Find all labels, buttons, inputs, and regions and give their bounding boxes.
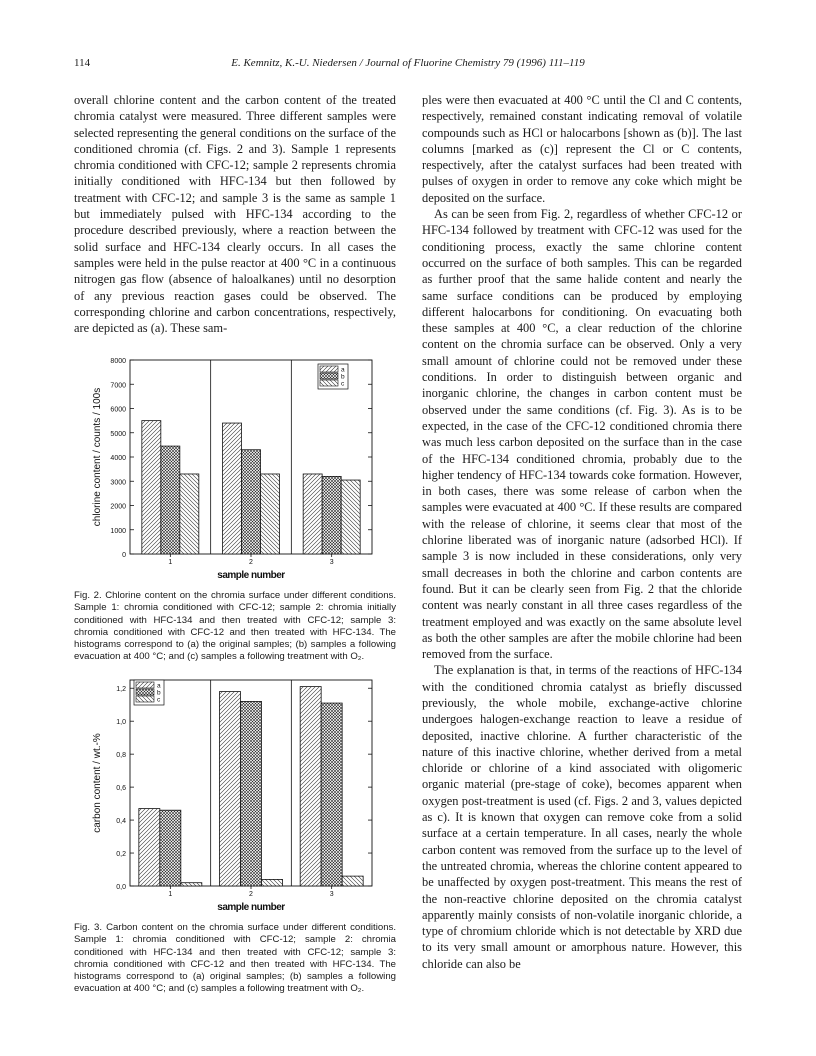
x-axis-title: sample number — [217, 570, 285, 581]
y-axis-title: chlorine content / counts / 100s — [92, 387, 103, 527]
x-tick-label: 1 — [168, 891, 173, 898]
figure-2-caption: Fig. 2. Chlorine content on the chromia surface under different conditions. Sample 1: chromia conditioned with CFC-12; sample 2: chromia initially conditioned with HFC-134 and then treated with CFC-12; sample 3: chromia conditioned with CFC-12 and then treated with HFC-134. The histograms correspond to (a) the original samples; (b) samples a following evacuation at 400 °C; and (c) samples a following treatment with O₂. — [74, 590, 396, 663]
y-tick-label: 0,4 — [116, 818, 126, 826]
right-paragraph-3: The explanation is that, in terms of the reactions of HFC-134 with the conditioned chromia catalyst as briefly discussed previously, the whole mobile, exchange-active chlorine undergoes halogen-exchange reaction to leave a residue of deposited, inactive chlorine. A further characteristic of the nature of this inactive chlorine, whether derived from a metal chloride or chlorine of a kind associated with oligomeric organic material (pre-stage of coke), becomes apparent when oxygen post-treatment is used (cf. Figs. 2 and 3, values depicted as c). It is known that oxygen can remove coke from a solid surface at a certain temperature. In all cases, nearly the whole carbon content was removed from the surface up to the level of the untreated chromia, whereas the chlorine content appeared to be unaffected by oxygen post-treatment. This means the rest of the non-reactive chlorine deposited on the chromia catalyst apparently mainly consists of non-volatile inorganic chloride, a type of chromium chloride which is not detectable by XRD due to its very small amount or amorphous nature. However, this chloride can also be — [422, 663, 742, 971]
legend-label-b: b — [157, 689, 161, 697]
bar-b-sample-2 — [242, 450, 261, 554]
right-column-text — [422, 92, 742, 972]
x-axis-title: sample number — [217, 902, 285, 913]
figure-3-caption: Fig. 3. Carbon content on the chromia surface under different conditions. Sample 1: chromia conditioned with CFC-12; sample 2: chromia conditioned with HFC-134 and then treated with CFC-12; sample 3: chromia conditioned with CFC-12 and then treated with HFC-134. The histograms correspond to (a) original samples; (b) samples a following evacuation at 400 °C; and (c) samples a following treatment with O₂. — [74, 922, 396, 995]
y-tick-label: 5000 — [110, 430, 126, 438]
y-axis-title: carbon content / wt.-% — [92, 733, 103, 833]
bar-b-sample-3 — [322, 476, 341, 554]
y-tick-label: 4000 — [110, 455, 126, 462]
bar-a-sample-2 — [220, 692, 241, 886]
bar-b-sample-1 — [160, 810, 181, 886]
y-tick-label: 3000 — [110, 479, 126, 487]
bar-b-sample-2 — [241, 701, 262, 886]
y-tick-label: 1,2 — [116, 686, 126, 694]
right-paragraph-2: As can be seen from Fig. 2, regardless of whether CFC-12 or HFC-134 followed by treatment with CFC-12 was used for the conditioning process, exactly the same chlorine content occurred on the surface of both samples. This can be regarded as further proof that the same halide content and nearly the same surface conditions can be produced by employing different halocarbons for conditioning. On evacuating both these samples at 400 °C, a clear reduction of the chlorine content on the chromia surface can be observed. Only a very small amount of chlorine could not be removed under these conditions. In order to distinguish between organic and inorganic chlorine, the changes in carbon content must be observed under the same conditions (cf. Fig. 3). As is to be expected, in the case of the CFC-12 conditioned chromia there was much less carbon deposited on the surface than in the case of the HFC-134 conditioned chromia, probably due to the higher tendency of HFC-134 towards coke formation. However, in both cases, there was some release of carbon when the samples were evacuated at 400 °C. If these results are compared with the release of chlorine, it seems clear that most of the chlorine liberated was of inorganic nature (adsorbed HCl). If sample 3 is now included in these considerations, only very small decreases in both the chlorine and carbon contents are found. But it can be clearly seen from Fig. 2 that the chloride content was nearly constant in all three cases regardless of the treatment employed and was exactly on the same absolute level as both the other samples are after the mobile chlorine had been removed from the surface. — [422, 207, 742, 662]
legend-label-c: c — [157, 696, 161, 704]
y-tick-label: 0,6 — [116, 785, 126, 793]
bar-c-sample-3 — [342, 876, 363, 886]
x-tick-label: 3 — [329, 891, 334, 898]
chart-legend — [134, 680, 164, 705]
left-column-text — [74, 92, 396, 336]
bar-c-sample-2 — [261, 474, 280, 554]
bar-c-sample-3 — [341, 480, 360, 554]
page-number: 114 — [74, 57, 91, 69]
bar-a-sample-1 — [139, 809, 160, 886]
legend-swatch-b — [320, 373, 338, 379]
y-tick-label: 7000 — [110, 382, 126, 390]
y-tick-label: 8000 — [110, 358, 126, 365]
legend-label-a: a — [157, 682, 161, 690]
legend-swatch-a — [320, 366, 338, 372]
bar-a-sample-2 — [223, 423, 242, 554]
bar-b-sample-1 — [161, 446, 180, 554]
bar-c-sample-1 — [180, 474, 199, 554]
right-paragraph-1: ples were then evacuated at 400 °C until the Cl and C contents, respectively, remained constant indicating removal of volatile compounds such as HCl or halocarbons [shown as (b)]. The last columns [marked as (c)] represent the Cl or C contents, respectively, after the catalyst surfaces had been treated with pulses of oxygen in order to remove any coke which might be deposited on the surface. — [422, 93, 742, 205]
y-tick-label: 1,0 — [116, 719, 126, 727]
x-tick-label: 2 — [249, 559, 253, 566]
x-tick-label: 3 — [329, 559, 334, 566]
x-tick-label: 1 — [168, 559, 173, 566]
legend-label-a: a — [341, 366, 345, 374]
legend-swatch-c — [320, 380, 338, 386]
legend-swatch-b — [136, 689, 154, 695]
bar-a-sample-3 — [300, 687, 321, 886]
legend-label-b: b — [341, 373, 345, 381]
y-tick-label: 0,2 — [116, 851, 126, 859]
legend-swatch-c — [136, 696, 154, 702]
y-tick-label: 0,0 — [116, 884, 126, 891]
bar-a-sample-3 — [303, 474, 322, 554]
y-tick-label: 6000 — [110, 406, 126, 414]
left-paragraph-1: overall chlorine content and the carbon content of the treated chromia catalyst were measured. Three different samples were selected representing the general conditions on the surface of the conditioned chromia (cf. Figs. 2 and 3). Sample 1 represents chromia conditioned with CFC-12; sample 2 represents chromia initially conditioned with HFC-134 but then followed by treatment with CFC-12; and sample 3 is the same as sample 1 but immediately pulsed with HFC-134 according to the procedure described previously, where a reaction between the solid surface and HFC-134 clearly occurs. In all cases the samples were held in the pulse reactor at 400 °C in a continuous nitrogen gas flow (absence of haloalkanes) until no desorption of any previous reaction gases could be observed. The corresponding chlorine and carbon concentrations, respectively, are depicted as (a). These sam- — [74, 93, 396, 336]
page-header — [74, 57, 742, 73]
y-tick-label: 2000 — [110, 503, 126, 511]
bar-c-sample-1 — [181, 883, 202, 886]
bar-b-sample-3 — [321, 703, 342, 886]
bar-a-sample-1 — [142, 421, 161, 554]
chlorine-bar-chart — [74, 352, 396, 584]
legend-label-c: c — [341, 380, 345, 388]
figure-2-chlorine-chart — [74, 352, 396, 584]
legend-swatch-a — [136, 682, 154, 688]
journal-reference: E. Kemnitz, K.-U. Niedersen / Journal of Fluorine Chemistry 79 (1996) 111–119 — [231, 57, 585, 69]
figure-3-carbon-chart — [74, 672, 396, 918]
y-tick-label: 0,8 — [116, 752, 126, 760]
carbon-bar-chart — [74, 672, 396, 918]
chart-legend — [318, 364, 348, 389]
y-tick-label: 0 — [122, 552, 126, 559]
x-tick-label: 2 — [249, 891, 253, 898]
bar-c-sample-2 — [262, 879, 283, 886]
y-tick-label: 1000 — [110, 527, 126, 535]
